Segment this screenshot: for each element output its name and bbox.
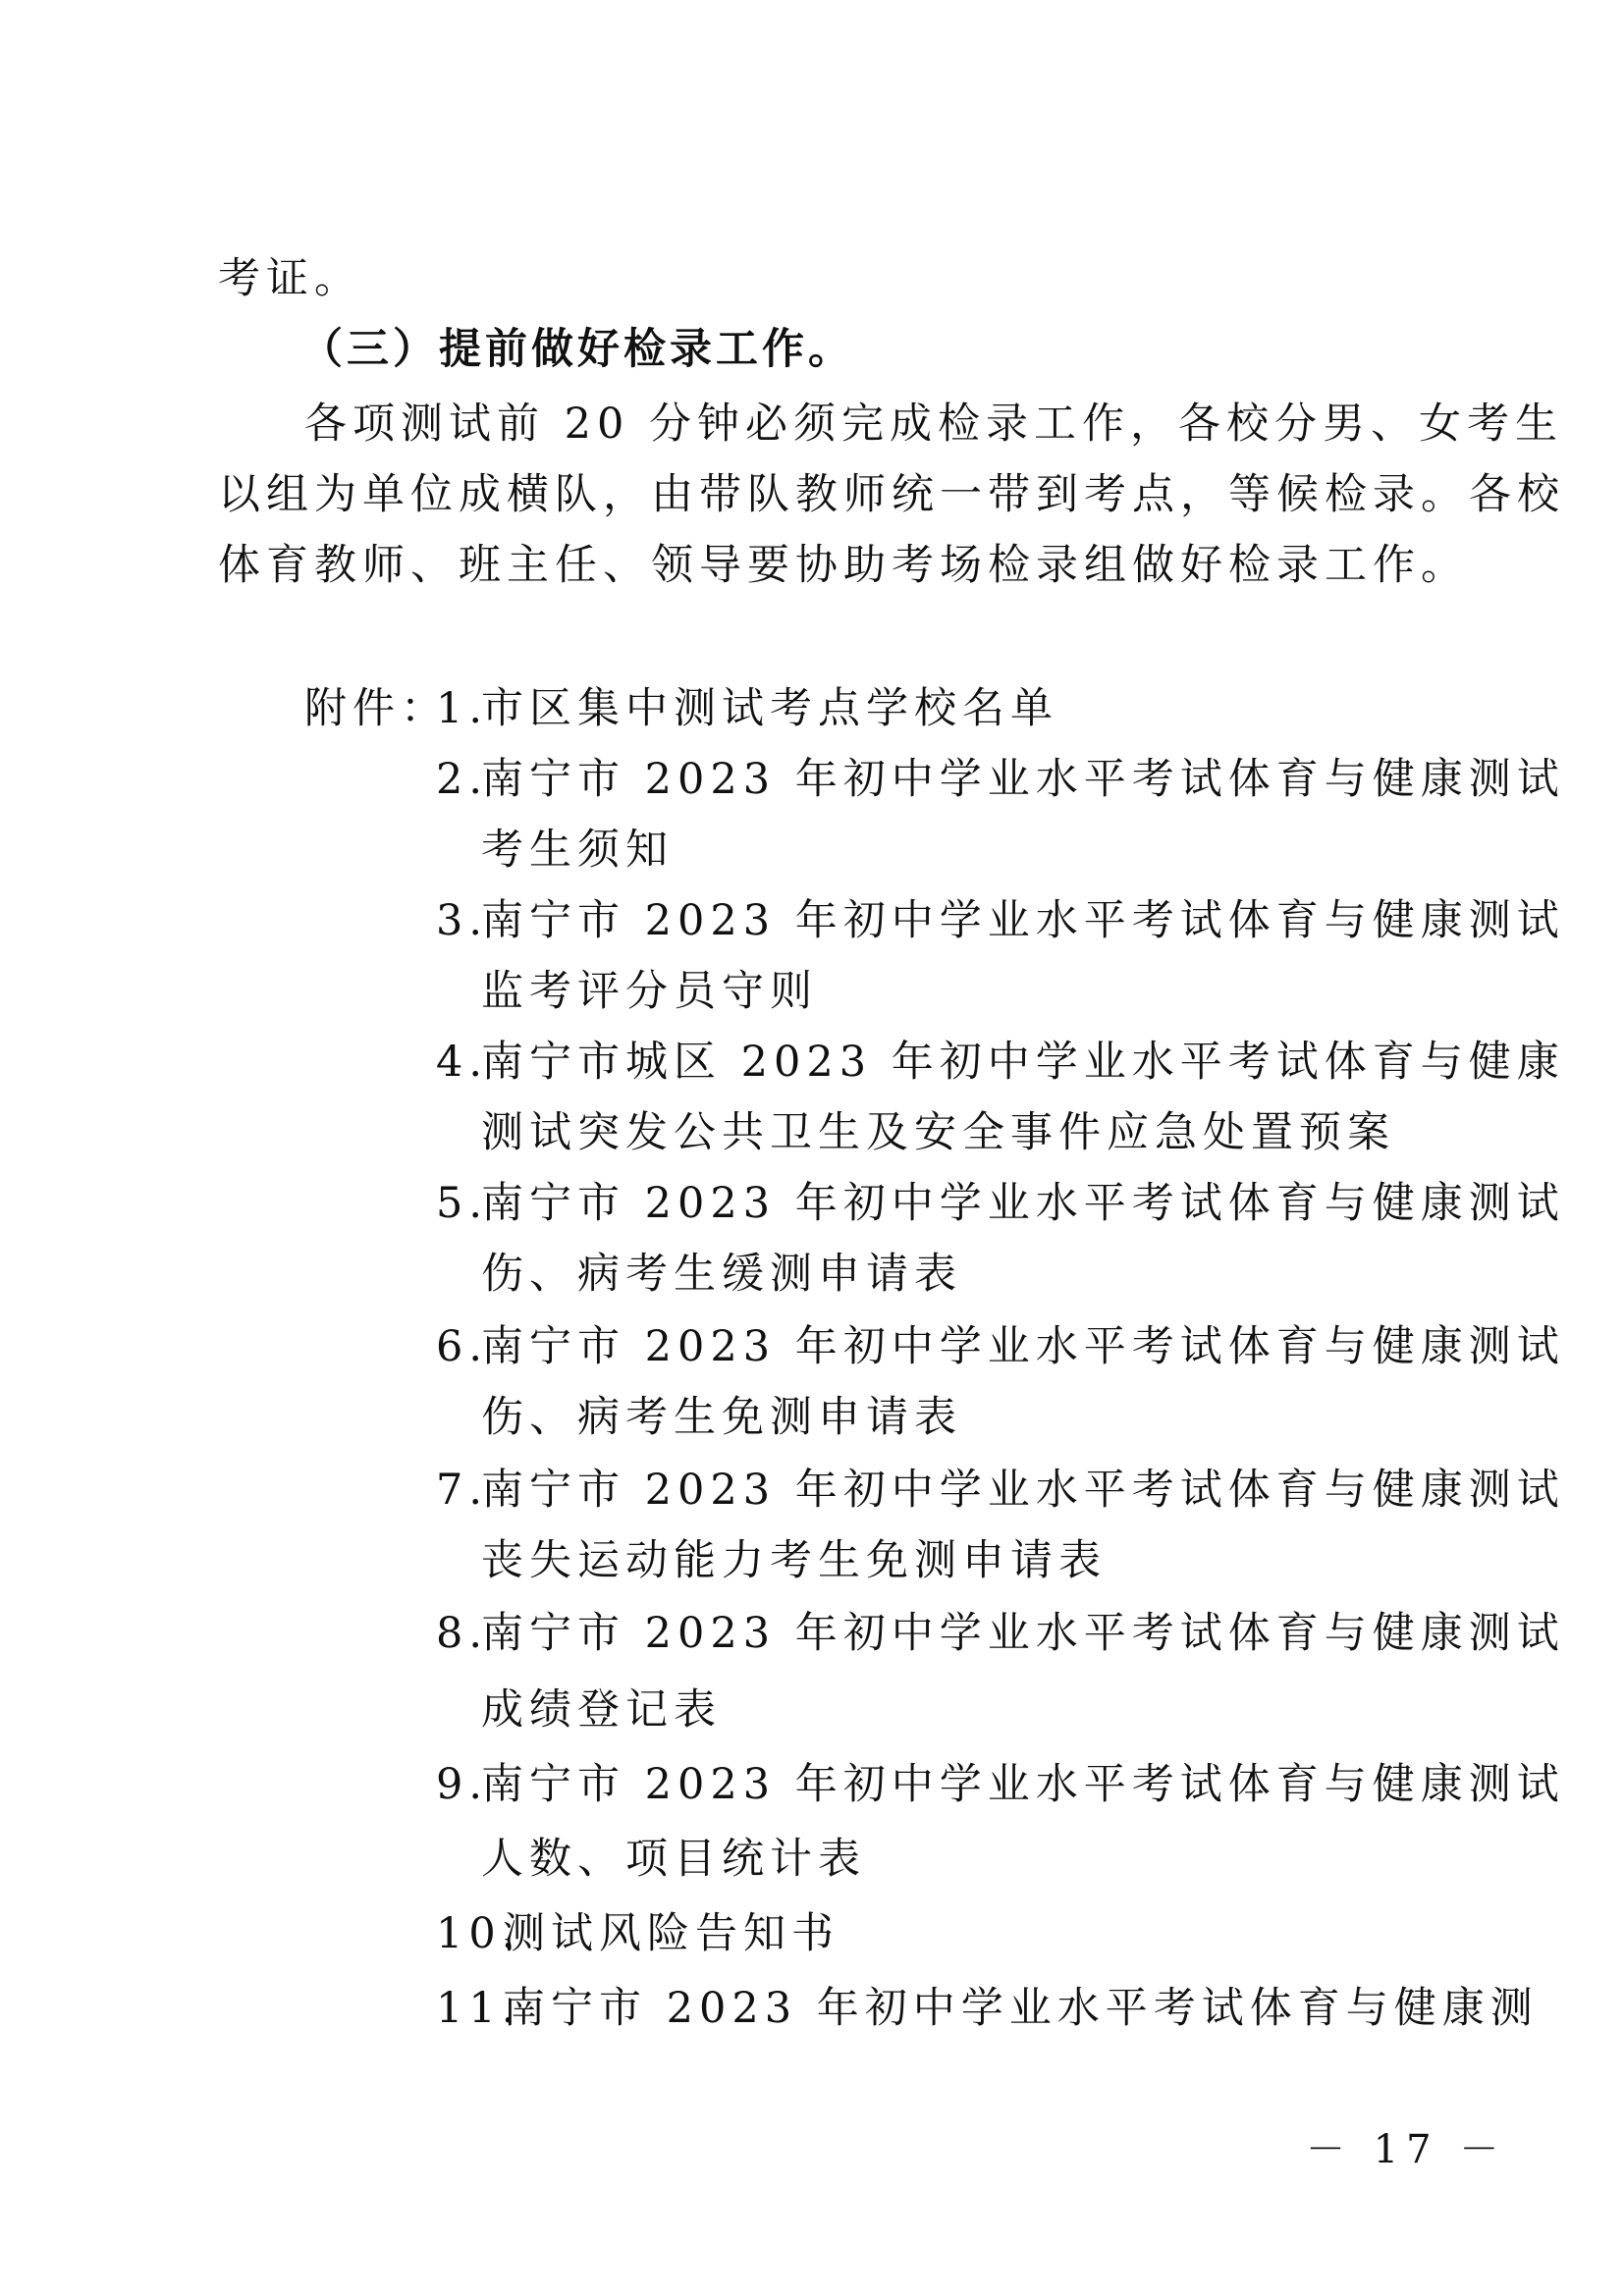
page-number: － 17 － bbox=[1306, 2127, 1507, 2172]
attachment-line: 伤、病考生免测申请表 bbox=[481, 1393, 962, 1442]
attachment-line: 伤、病考生缓测申请表 bbox=[481, 1250, 962, 1299]
attachment-line: 南宁市城区 2023 年初中学业水平考试体育与健康 bbox=[481, 1038, 1565, 1087]
attachment-number: 6. bbox=[436, 1322, 489, 1371]
attachment-number: 7. bbox=[436, 1466, 489, 1515]
attachment-line: 测试风险告知书 bbox=[503, 1909, 839, 1958]
attachment-line: 南宁市 2023 年初中学业水平考试体育与健康测试 bbox=[481, 1179, 1565, 1228]
paragraph-line-2: 以组为单位成横队，由带队教师统一带到考点，等候检录。各校 bbox=[218, 470, 1565, 519]
paragraph-line-3: 体育教师、班主任、领导要协助考场检录组做好检录工作。 bbox=[218, 541, 1469, 590]
attachment-number: 9. bbox=[436, 1760, 489, 1809]
attachment-line: 南宁市 2023 年初中学业水平考试体育与健康测试 bbox=[481, 1466, 1565, 1515]
attachment-line: 南宁市 2023 年初中学业水平考试体育与健康测试 bbox=[481, 1322, 1565, 1371]
attachment-line: 成绩登记表 bbox=[481, 1685, 722, 1735]
section-heading: （三）提前做好检录工作。 bbox=[300, 325, 854, 374]
attachment-number: 3. bbox=[436, 896, 489, 945]
attachment-number: 11. bbox=[436, 1984, 521, 2033]
attachment-line: 南宁市 2023 年初中学业水平考试体育与健康测试 bbox=[481, 755, 1565, 804]
attachment-number: 4. bbox=[436, 1038, 489, 1087]
attachment-line: 丧失运动能力考生免测申请表 bbox=[481, 1536, 1107, 1585]
attachment-number: 2. bbox=[436, 755, 489, 804]
attachment-line: 南宁市 2023 年初中学业水平考试体育与健康测 bbox=[503, 1984, 1539, 2033]
attachment-line: 南宁市 2023 年初中学业水平考试体育与健康测试 bbox=[481, 896, 1565, 945]
attachment-line: 市区集中测试考点学校名单 bbox=[481, 684, 1058, 733]
continuation-text: 考证。 bbox=[218, 254, 362, 303]
attachment-line: 测试突发公共卫生及安全事件应急处置预案 bbox=[481, 1108, 1395, 1157]
attachment-line: 人数、项目统计表 bbox=[481, 1835, 866, 1884]
attachment-line: 南宁市 2023 年初中学业水平考试体育与健康测试 bbox=[481, 1760, 1565, 1809]
attachments-label: 附件： bbox=[304, 684, 449, 733]
attachment-number: 1. bbox=[436, 684, 489, 733]
attachment-line: 考生须知 bbox=[481, 826, 674, 875]
attachment-number: 8. bbox=[436, 1609, 489, 1658]
attachment-number: 5. bbox=[436, 1179, 489, 1228]
attachment-number: 10. bbox=[436, 1909, 521, 1958]
paragraph-line-1: 各项测试前 20 分钟必须完成检录工作，各校分男、女考生 bbox=[304, 400, 1564, 449]
attachment-line: 监考评分员守则 bbox=[481, 967, 818, 1016]
attachment-line: 南宁市 2023 年初中学业水平考试体育与健康测试 bbox=[481, 1609, 1565, 1658]
